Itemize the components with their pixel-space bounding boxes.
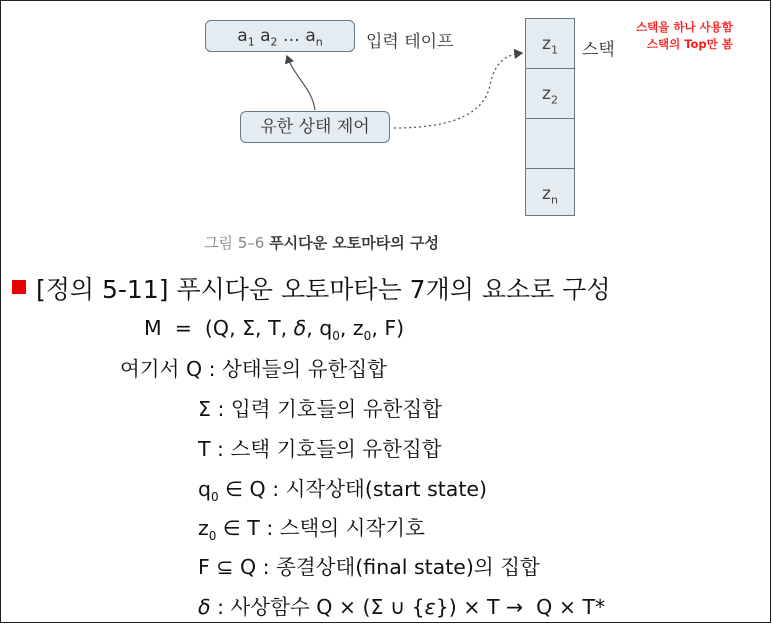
item-q: Q : 상태들의 유한집합	[185, 357, 387, 381]
caption-title: 푸시다운 오토마타의 구성	[269, 234, 439, 252]
item-q0: $q_0$ ∈ Q : 시작상태(start state)	[198, 477, 488, 505]
bullet-square	[12, 280, 26, 294]
tuple-line: M = (Q, Σ, T, δ, $q_0$, $z_0$, F)	[144, 316, 405, 344]
caption-number: 그림 5–6	[204, 234, 265, 252]
stack-cell-z1: $z_1$	[526, 19, 574, 69]
finite-state-control-box: 유한 상태 제어	[240, 111, 390, 143]
stack-label: 스택	[582, 40, 615, 60]
note-line-2: 스택의 Top만 봄	[646, 37, 733, 51]
stack-cell-z2: $z_2$	[526, 69, 574, 119]
figure-caption	[204, 232, 439, 253]
definition-heading: [정의 5-11] 푸시다운 오토마타는 7개의 요소로 구성	[36, 275, 611, 304]
item-delta: δ : 사상함수 Q × (Σ ∪ {ε}) × T → Q × T*	[198, 595, 606, 619]
arrow-control-to-stack	[394, 53, 522, 128]
item-f: F ⊆ Q : 종결상태(final state)의 집합	[198, 555, 540, 579]
intro-word: 여기서	[120, 357, 180, 381]
item-sigma: Σ : 입력 기호들의 유한집합	[198, 397, 442, 421]
input-tape-label: 입력 테이프	[366, 32, 454, 52]
arrow-control-to-tape	[287, 56, 315, 110]
note-line-1: 스택을 하나 사용함	[636, 20, 733, 34]
input-tape-box: $a_1$ $a_2$ … $a_n$	[205, 20, 355, 52]
stack-cell-zn: $z_n$	[542, 184, 558, 207]
intro-q-line	[120, 352, 387, 382]
item-z0: $z_0$ ∈ T : 스택의 시작기호	[198, 516, 425, 544]
item-t: T : 스택 기호들의 유한집합	[198, 437, 442, 461]
figure-arrows	[0, 0, 773, 260]
